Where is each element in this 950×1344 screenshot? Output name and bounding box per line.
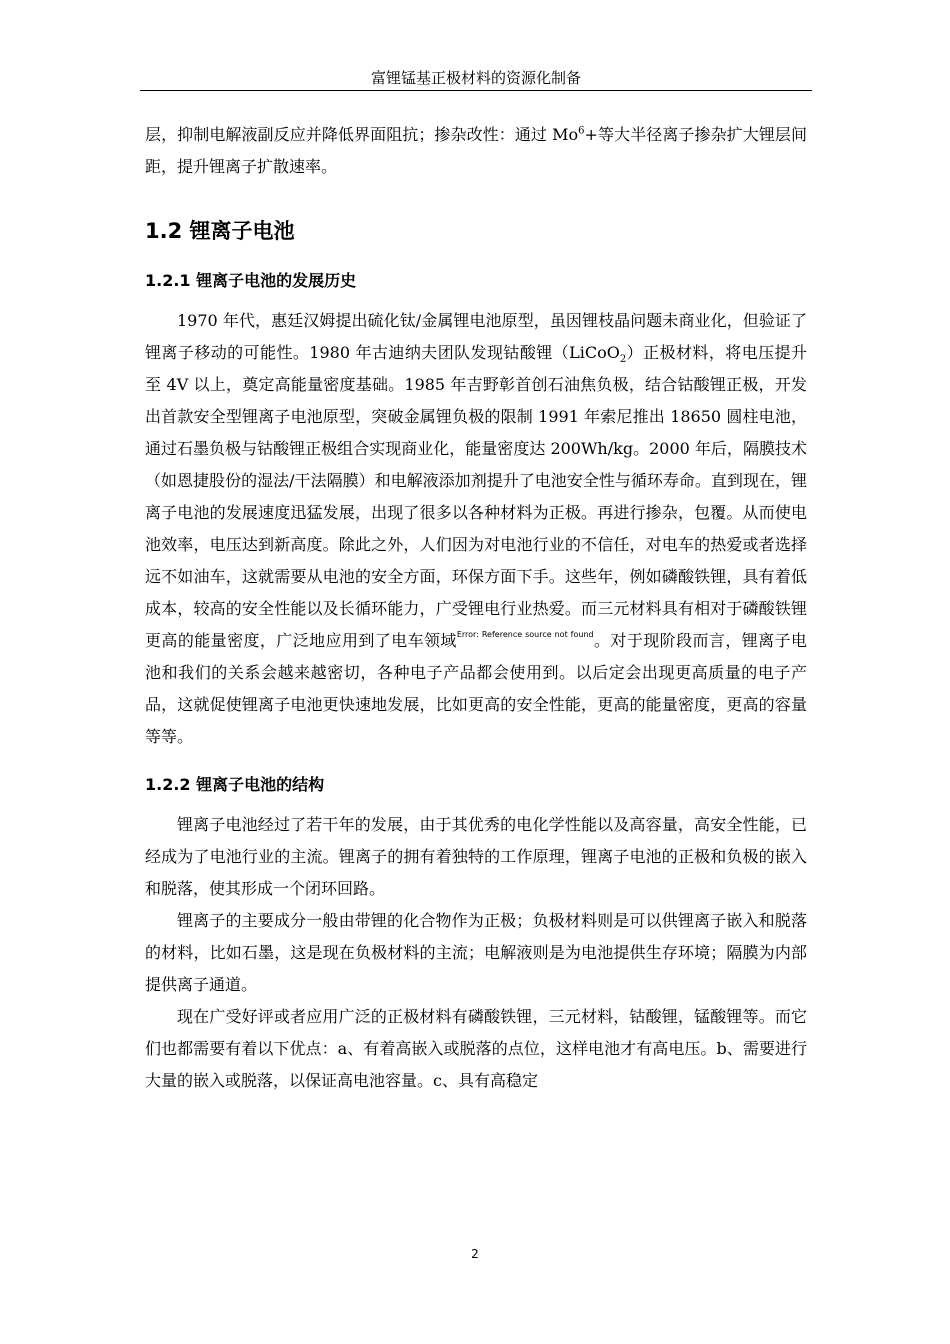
intro-paragraph <box>145 119 807 183</box>
intro-text-b: +等大半径离子掺杂扩大锂层间距，提升锂离子扩散速率。 <box>145 125 807 176</box>
structure-paragraph-1: 锂离子电池经过了若干年的发展，由于其优秀的电化学性能以及高容量，高安全性能，已经成为了电池行业的主流。锂离子的拥有着独特的工作原理，锂离子电池的正极和负极的嵌入和脱落，使其形成一个闭环回路。 <box>145 815 807 898</box>
intro-text-a: 层，抑制电解液副反应并降低界面阻抗；掺杂改性：通过 Mo <box>145 125 579 144</box>
intro-superscript: 6 <box>578 125 585 137</box>
structure-paragraph-2: 锂离子的主要成分一般由带锂的化合物作为正极；负极材料则是可以供锂离子嵌入和脱落的材料，比如石墨，这是现在负极材料的主流；电解液则是为电池提供生存环境；隔膜为内部提供离子通道。 <box>145 911 807 994</box>
history-paragraph <box>145 305 807 753</box>
structure-paragraph-3: 现在广受好评或者应用广泛的正极材料有磷酸铁锂，三元材料，钴酸锂，锰酸锂等。而它们也都需要有着以下优点：a、有着高嵌入或脱落的点位，这样电池才有高电压。b、需要进行大量的嵌入或脱落，以保证高电池容量。c、具有高稳定 <box>145 1007 807 1090</box>
history-subscript: 2 <box>619 354 627 366</box>
subsection-heading-structure: 1.2.2 锂离子电池的结构 <box>145 775 325 794</box>
subsection-heading-history: 1.2.1 锂离子电池的发展历史 <box>145 271 357 290</box>
history-text-c: 。对于现阶段而言，锂离子电池和我们的关系会越来越密切，各种电子产品都会使用到。以后定会出现更高质量的电子产品，这就促使锂离子电池更快速地发展，比如更高的安全性能，更高的能量密度，更高的容量等等。 <box>145 631 807 746</box>
running-header: 富锂锰基正极材料的资源化制备 <box>370 69 581 87</box>
section-heading: 1.2 锂离子电池 <box>145 219 295 243</box>
page-body <box>145 119 807 1097</box>
reference-error-note: Error: Reference source not found <box>456 630 594 639</box>
header-rule <box>140 90 812 91</box>
page-number: 2 <box>471 1247 479 1261</box>
history-text-b: ）正极材料，将电压提升至 4V 以上，奠定高能量密度基础。1985 年吉野彰首创石油焦负极，结合钴酸锂正极，开发出首款安全型锂离子电池原型，突破金属锂负极的限制 1991 年索尼推出 18650 圆柱电池，通过石墨负极与钴酸锂正极组合实现商业化，能量密度达 200Wh/kg。2000 年后，隔膜技术（如恩捷股份的湿法/干法隔膜）和电解液添加剂提升了电池安全性与循环寿命。直到现在，锂离子电池的发展速度迅猛发展，出现了很多以各种材料为正极。再进行掺杂，包覆。从而使电池效率，电压达到新高度。除此之外，人们因为对电池行业的不信任，对电车的热爱或者选择远不如油车，这就需要从电池的安全方面，环保方面下手。这些年，例如磷酸铁锂，具有着低成本，较高的安全性能以及长循环能力，广受锂电行业热爱。而三元材料具有相对于磷酸铁锂更高的能量密度，广泛地应用到了电车领域 <box>145 343 807 650</box>
history-text-a: 1970 年代，惠廷汉姆提出硫化钛/金属锂电池原型，虽因锂枝晶问题未商业化，但验证了锂离子移动的可能性。1980 年古迪纳夫团队发现钴酸锂（LiCoO <box>145 311 807 362</box>
